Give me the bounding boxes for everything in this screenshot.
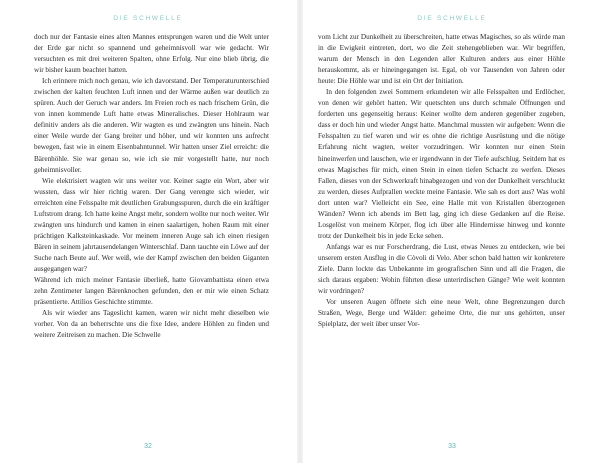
paragraph: Ich erinnere mich noch genau, wie ich davorstand. Der Temperaturunterschied zwischen der kalten feuchten Luft innen und der Wärme außen war deutlich zu spüren. Auch der Geruch war anders. Im Freien roch es nach frischem Grün, die von innen kommende Luft hatte etwas Mineralisches. Dieser Hohlraum war definitiv anders als die anderen. Wir wagten es und zwängten uns hinein. Nach einer Weile wurde der Gang breiter und höher, und wir konnten uns aufrecht bewegen, fast wie in einem Eisenbahntunnel. Wir hatten unser Ziel erreicht: die Bärenhöhle. Sie war genau so, wie ich sie mir vorgestellt hatte, nur noch geheimnisvoller.	[34, 77, 269, 174]
right-page	[304, 0, 600, 463]
paragraph: doch nur der Fantasie eines alten Mannes entsprungen waren und die Welt unter der Erde gar nicht so spannend und geheimnisvoll war wie gedacht. Wir versuchten es mit drei weiteren Spalten, ohne Erfolg. Nur eine blieb übrig, die wir bisher kaum beachtet hatten.	[34, 33, 269, 75]
right-page-body	[318, 32, 565, 427]
running-head-left: DIE SCHWELLE	[113, 15, 183, 22]
page-number-right: 33	[448, 443, 456, 450]
gutter-shadow	[297, 0, 303, 463]
paragraph: Während ich mich meiner Fantasie überließ, hatte Giovambattista einen etwa zehn Zentimeter langen Bärenknochen gefunden, den er mir wie einen Schatz präsentierte. Attilios Geschichte stimmte.	[34, 276, 269, 307]
page-number-left: 32	[144, 443, 152, 450]
left-page-body	[34, 32, 269, 427]
paragraph: Wie elektrisiert wagten wir uns weiter vor. Keiner sagte ein Wort, aber wir wussten, dass wir hier richtig waren. Der Gang verengte sich wieder, wir erreichten eine Felsspalte mit deutlichen Grabungsspuren, durch die ein kräftiger Luftstrom drang. Ich hatte keine Angst mehr, sondern wollte nur noch weiter. Wir zwängten uns hindurch und kamen in einen saalartigen, hohen Raum mit einer prächtigen Kalksteinkaskade. Vor meinem inneren Auge sah ich einen riesigen Bären in seinem jahrtausendelangen Winterschlaf. Dann tauchte ein Löwe auf der Suche nach Beute auf. Wer weiß, wie der Kampf zwischen den beiden Giganten ausgegangen war?	[34, 176, 269, 273]
paragraph: Vor unseren Augen öffnete sich eine neue Welt, ohne Begrenzungen durch Straßen, Wege, Berge und Wälder: geheime Orte, die nur uns gehörten, unser Spielplatz, der weit über unser Vor-	[318, 298, 565, 329]
paragraph: Anfangs war es nur Forscherdrang, die Lust, etwas Neues zu entdecken, wie bei unserem ersten Ausflug in die Còvoli di Velo. Aber schon bald hatten wir konkretere Ziele. Dann lockte das Unbekannte im geografischen Sinn und all die Fragen, die sich daraus ergaben: Wohin führten diese unterirdischen Gänge? Wie weit konnten wir vordringen?	[318, 242, 565, 296]
paragraph: vom Licht zur Dunkelheit zu überschreiten, hatte etwas Magisches, so als würde man in die Ewigkeit eintreten, dort, wo die Zeit stehengeblieben war. Wir begriffen, warum der Mensch in den Legenden aller Kulturen anders aus einer Höhle herauskommt, als er hineingegangen ist. Egal, ob vor Tausenden von Jahren oder heute: Die Höhle war und ist ein Ort der Initiation.	[318, 33, 565, 86]
running-head-right: DIE SCHWELLE	[417, 15, 487, 22]
left-page	[0, 0, 296, 463]
paragraph: Als wir wieder ans Tageslicht kamen, waren wir nicht mehr dieselben wie vorher. Von da an beherrschte uns die fixe Idee, andere Höhlen zu finden und weitere Zeitreisen zu machen. Die Schwelle	[34, 309, 269, 340]
paragraph: In den folgenden zwei Sommern erkundeten wir alle Felsspalten und Erdlöcher, von denen wir gehört hatten. Wir quetschten uns durch schmale Öffnungen und forderten uns gegenseitig heraus: Keiner wollte dem anderen gegenüber zugeben, dass er doch hin und wieder Angst hatte. Manchmal mussten wir aufgeben: Wenn die Felsspalten zu tief waren und wir es ohne die richtige Ausrüstung und die nötige Erfahrung nicht wagten, weiter vorzudringen. Wir konnten nur einen Stein hineinwerfen und lauschen, wie er irgendwann in der Tiefe aufschlug. Seitdem hat es etwas Magisches für mich, einen Stein in einen tiefen Schacht zu werfen. Dieses Fallen, dieses von der Schwerkraft hinabgezogen und von der Dunkelheit verschluckt zu werden, dieses Aufprallen weckte meine Fantasie. Wie sah es dort aus? Was wohl dort unten war? Vielleicht ein See, eine Halle mit von Kristallen überzogenen Wänden? Wenn ich abends im Bett lag, ging ich diese Gedanken auf die Reise. Losgelöst von meinem Körper, flog ich über alle Hindernisse hinweg und konnte trotz der Dunkelheit bis in jede Ecke sehen.	[318, 88, 565, 240]
